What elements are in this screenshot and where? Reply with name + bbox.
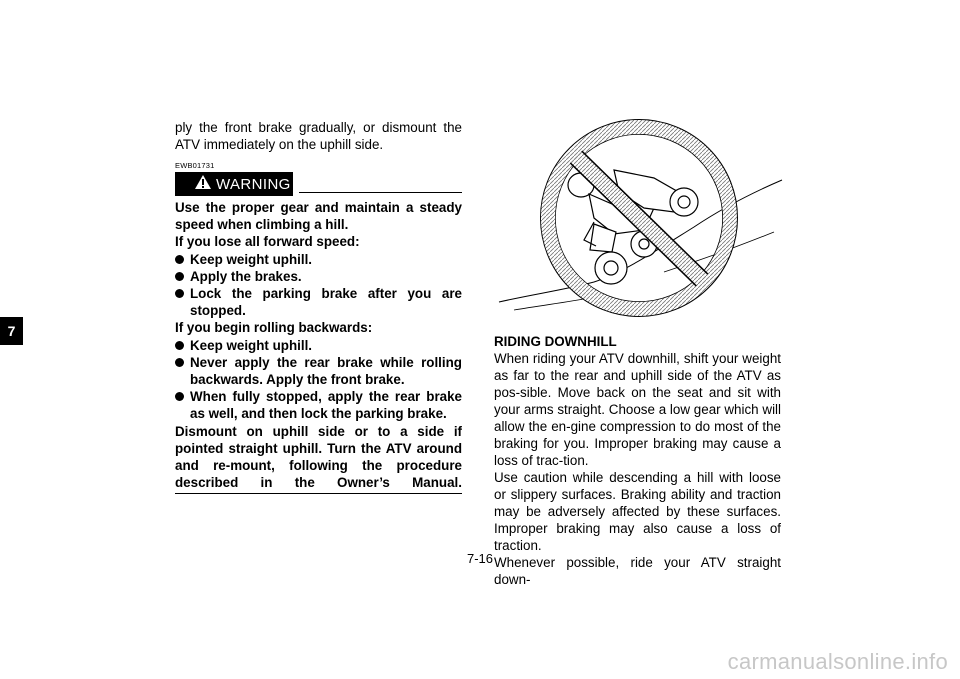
bullet-icon <box>175 392 184 401</box>
bullet-text: Never apply the rear brake while rolling backwards. Apply the front brake. <box>190 354 462 388</box>
warning-bullet <box>175 388 462 422</box>
warning-bullet <box>175 251 462 268</box>
warning-triangle-icon <box>194 174 212 194</box>
page-number: 7-16 <box>466 551 494 566</box>
bullet-icon <box>175 272 184 281</box>
warning-end-rule <box>175 493 462 494</box>
warning-label: WARNING <box>216 175 291 193</box>
bullet-icon <box>175 341 184 350</box>
prohibited-downhill-riding-icon <box>494 112 784 324</box>
warning-body <box>175 199 462 491</box>
left-column <box>175 119 462 494</box>
warning-paragraph: Use the proper gear and maintain a steady speed when climbing a hill. <box>175 200 462 233</box>
intro-text: ply the front brake gradually, or dismount the ATV immediately on the uphill side. <box>175 120 462 152</box>
warning-rule <box>299 192 462 193</box>
warning-bullet <box>175 337 462 354</box>
bullet-text: Keep weight uphill. <box>190 337 313 353</box>
bullet-text: Apply the brakes. <box>190 268 302 284</box>
warning-paragraph: If you lose all forward speed: <box>175 234 360 250</box>
warning-bullet <box>175 285 462 319</box>
chapter-tab: 7 <box>0 317 23 345</box>
bullet-text: When fully stopped, apply the rear brake as well, and then lock the parking brake. <box>190 389 462 422</box>
warning-bullet <box>175 354 462 388</box>
bullet-text: Lock the parking brake after you are stopped. <box>190 286 462 319</box>
warning-paragraph: If you begin rolling backwards: <box>175 320 373 336</box>
bullet-icon <box>175 255 184 264</box>
warning-code: EWB01731 <box>175 161 215 170</box>
warning-paragraph: Dismount on uphill side or to a side if pointed straight uphill. Turn the ATV around and re-mount, following the procedure described in the Owner’s Manual. <box>175 423 462 491</box>
body-paragraph: Use caution while descending a hill with loose or slippery surfaces. Braking ability and traction may be adversely affected by these surfaces. Improper braking may also cause a loss of traction. <box>494 470 781 553</box>
bullet-icon <box>175 358 184 367</box>
warning-badge <box>175 172 293 196</box>
right-column <box>494 333 781 588</box>
body-paragraph: Whenever possible, ride your ATV straight down- <box>494 555 781 587</box>
warning-bullet <box>175 268 462 285</box>
section-heading: RIDING DOWNHILL <box>494 334 617 349</box>
bullet-text: Keep weight uphill. <box>190 251 313 267</box>
watermark: carmanualsonline.info <box>727 649 948 674</box>
warning-header <box>175 172 462 196</box>
body-paragraph: When riding your ATV downhill, shift your weight as far to the rear and uphill side of the ATV as pos-sible. Move back on the seat and sit with your arms straight. Choose a low gear which will allow the en-gine compression to do most of the braking for you. Improper braking may cause a loss of trac-tion. <box>494 351 781 468</box>
bullet-icon <box>175 289 184 298</box>
